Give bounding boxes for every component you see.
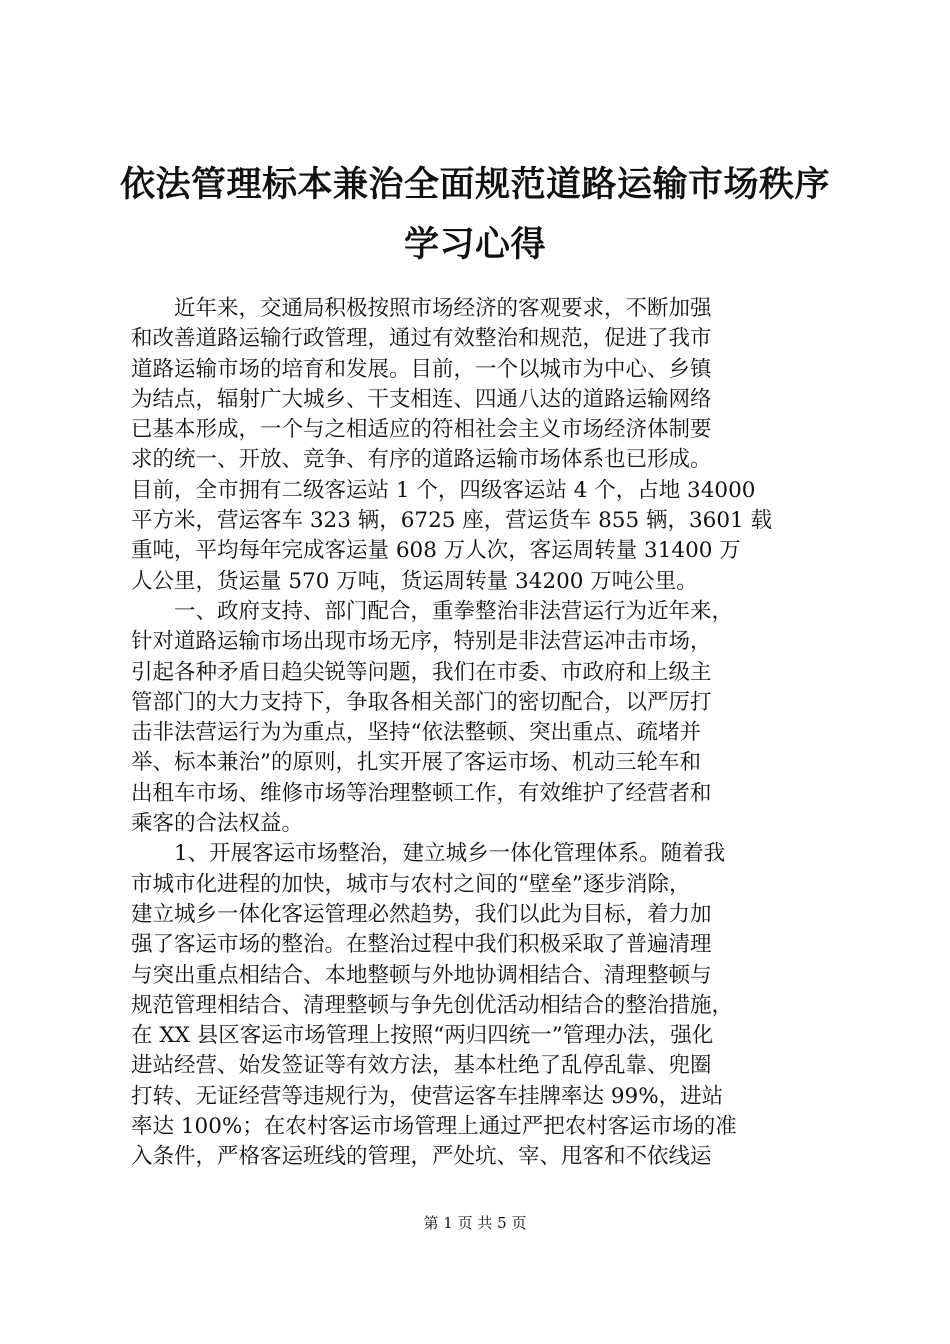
body-text-line: 为结点，辐射广大城乡、干支相连、四通八达的道路运输网络 (131, 386, 712, 412)
document-body (131, 294, 831, 1173)
body-text-line: 建立城乡一体化客运管理必然趋势，我们以此为目标，着力加 (131, 901, 712, 927)
body-text-line: 打转、无证经营等违规行为，使营运客车挂牌率达 99%，进站 (131, 1083, 724, 1109)
body-text-line: 管部门的大力支持下，争取各相关部门的密切配合，以严厉打 (131, 689, 712, 715)
body-text-line: 强了客运市场的整治。在整治过程中我们积极采取了普遍清理 (131, 932, 712, 958)
body-text-line: 人公里，货运量 570 万吨，货运周转量 34200 万吨公里。 (131, 568, 698, 594)
body-text-line: 道路运输市场的培育和发展。目前，一个以城市为中心、乡镇 (131, 356, 712, 382)
body-text-line: 1、开展客运市场整治，建立城乡一体化管理体系。随着我 (131, 841, 726, 867)
body-text-line: 在 XX 县区客运市场管理上按照“两归四统一”管理办法，强化 (131, 1023, 714, 1049)
body-text-line: 率达 100%；在农村客运市场管理上通过严把农村客运市场的准 (131, 1114, 737, 1140)
document-title-line-2: 学习心得 (403, 224, 546, 265)
body-text-line: 和改善道路运输行政管理，通过有效整治和规范，促进了我市 (131, 326, 712, 352)
document-title-line-1: 依法管理标本兼治全面规范道路运输市场秩序 (119, 164, 830, 205)
body-text-line: 乘客的合法权益。 (131, 811, 304, 837)
body-text-line: 近年来，交通局积极按照市场经济的客观要求，不断加强 (131, 296, 712, 321)
body-text-line: 针对道路运输市场出现市场无序，特别是非法营运冲击市场， (131, 629, 712, 655)
body-text-line: 击非法营运行为为重点，坚持“依法整顿、突出重点、疏堵并 (131, 720, 701, 746)
body-text-line: 已基本形成，一个与之相适应的符相社会主义市场经济体制要 (131, 417, 712, 443)
body-text-line: 引起各种矛盾日趋尖锐等问题，我们在市委、市政府和上级主 (131, 659, 712, 685)
body-text-line: 求的统一、开放、竞争、有序的道路运输市场体系也已形成。 (131, 447, 712, 473)
body-text-line: 目前，全市拥有二级客运站 1 个，四级客运站 4 个，占地 34000 (131, 477, 756, 503)
body-text-line: 进站经营、始发签证等有效方法，基本杜绝了乱停乱靠、兜圈 (131, 1053, 712, 1079)
body-text-line: 与突出重点相结合、本地整顿与外地协调相结合、清理整顿与 (131, 962, 712, 988)
body-text-line: 举、标本兼治”的原则，扎实开展了客运市场、机动三轮车和 (131, 750, 701, 776)
body-text-line: 一、政府支持、部门配合，重拳整治非法营运行为近年来， (131, 598, 734, 624)
body-text-line: 市城市化进程的加快，城市与农村之间的“壁垒”逐步消除， (131, 871, 691, 897)
body-text-line: 出租车市场、维修市场等治理整顿工作，有效维护了经营者和 (131, 780, 712, 806)
body-text-line: 规范管理相结合、清理整顿与争先创优活动相结合的整治措施， (131, 992, 734, 1018)
body-text-line: 入条件，严格客运班线的管理，严处坑、宰、甩客和不依线运 (131, 1144, 712, 1170)
body-text-line: 平方米，营运客车 323 辆，6725 座，营运货车 855 辆，3601 载 (131, 508, 773, 534)
body-text-line: 重吨，平均每年完成客运量 608 万人次，客运周转量 31400 万 (131, 538, 741, 564)
page-footer: 第 1 页 共 5 页 (423, 1214, 527, 1232)
